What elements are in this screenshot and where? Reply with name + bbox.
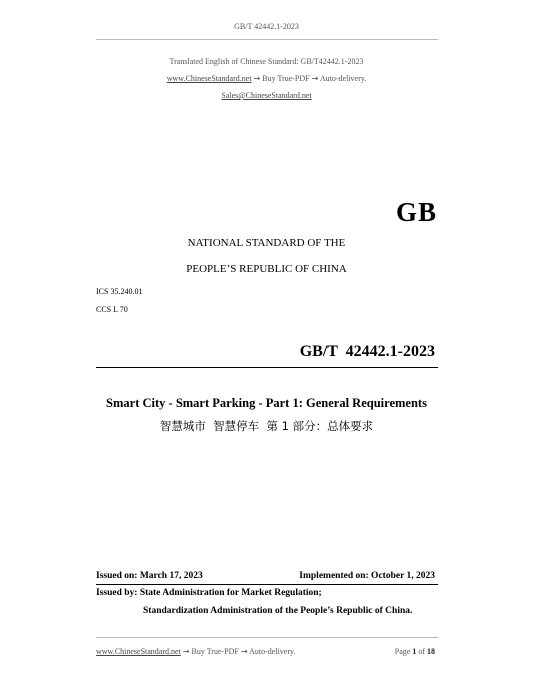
footer-divider (96, 637, 438, 638)
ccs-code: CCS L 70 (96, 305, 128, 314)
arrow-right-icon: → (311, 74, 319, 83)
issued-by: Issued by: State Administration for Market Regulation; (96, 588, 322, 598)
translated-notice: Translated English of Chinese Standard: GB/T42442.1-2023 (169, 57, 364, 66)
title-chinese: 智慧城市 智慧停车 第 1 部分：总体要求 (159, 419, 374, 433)
footer-delivery-text: Auto-delivery. (249, 647, 296, 656)
email-line (0, 91, 533, 100)
arrow-right-icon: → (182, 647, 190, 656)
page-current: 1 (412, 647, 417, 656)
page-label: Page (394, 647, 411, 656)
standard-number: GB/T 42442.1-2023 (299, 343, 435, 360)
issued-on-date: Issued on: March 17, 2023 (96, 571, 203, 581)
page-indicator (395, 647, 435, 656)
title-english: Smart City - Smart Parking - Part 1: General Requirements (106, 396, 427, 410)
footer-buy-text: Buy True-PDF (191, 647, 239, 656)
arrow-right-icon: → (240, 647, 248, 656)
site-link[interactable]: www.ChineseStandard.net (166, 74, 252, 83)
running-header: GB/T 42442.1-2023 (234, 22, 299, 31)
buy-banner (0, 74, 533, 83)
issued-by-2: Standardization Administration of the People’s Republic of China. (143, 606, 413, 616)
implemented-on-date: Implemented on: October 1, 2023 (299, 571, 435, 581)
footer-buy-banner (96, 647, 295, 656)
footer-site-link[interactable]: www.ChineseStandard.net (96, 647, 181, 656)
national-standard-line-2: PEOPLE’S REPUBLIC OF CHINA (186, 263, 347, 275)
delivery-text: Auto-delivery. (319, 74, 367, 83)
header-divider (96, 39, 438, 40)
standard-number-rule (96, 367, 438, 368)
buy-text: Buy True-PDF (262, 74, 310, 83)
dates-rule (96, 584, 438, 585)
arrow-right-icon: → (253, 74, 261, 83)
gb-logo: GB (395, 197, 437, 227)
ics-code: ICS 35.240.01 (96, 287, 143, 296)
page-total: 18 (427, 647, 435, 656)
national-standard-line-1: NATIONAL STANDARD OF THE (187, 237, 346, 249)
email-link[interactable]: Sales@ChineseStandard.net (221, 91, 312, 100)
page-of: of (418, 647, 425, 656)
